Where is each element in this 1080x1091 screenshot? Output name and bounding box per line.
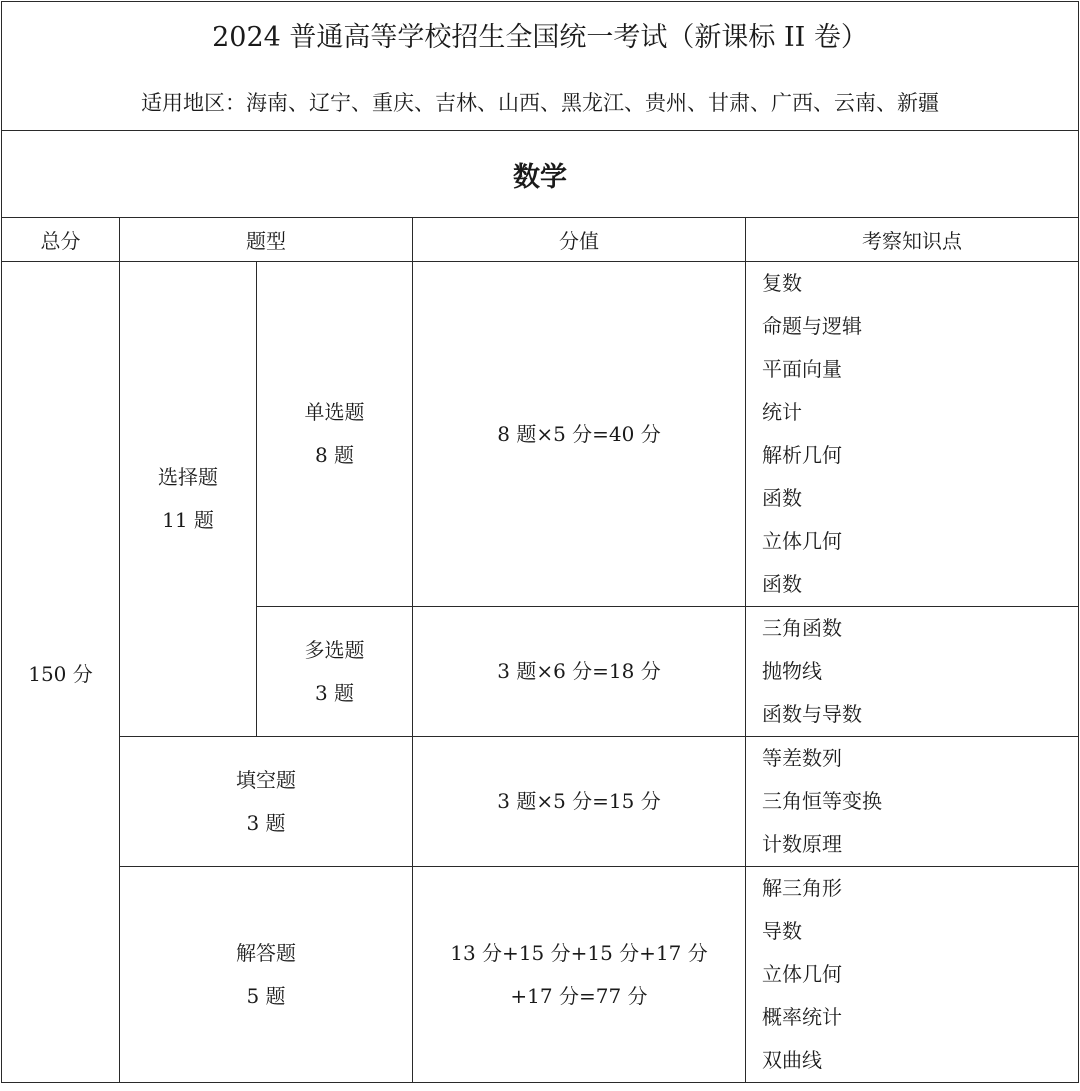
subject-title: 数学 — [2, 131, 1079, 218]
knowledge-point: 统计 — [762, 400, 802, 424]
answer-knowledge-list — [746, 867, 1078, 1082]
knowledge-point: 双曲线 — [762, 1048, 822, 1072]
multi-knowledge-cell — [746, 607, 1079, 737]
fill-knowledge-list — [746, 737, 1078, 866]
knowledge-point: 解析几何 — [762, 443, 842, 467]
fill-type-name: 填空题 — [236, 767, 296, 792]
exam-title: 2024 普通高等学校招生全国统一考试（新课标 II 卷） — [212, 22, 868, 53]
knowledge-point: 概率统计 — [762, 1005, 842, 1029]
knowledge-point: 立体几何 — [762, 529, 842, 553]
choice-type-count: 11 题 — [162, 508, 214, 532]
header-type: 题型 — [120, 218, 413, 262]
single-value — [413, 262, 746, 607]
answer-knowledge-cell — [746, 867, 1079, 1083]
multi-knowledge-list — [746, 607, 1078, 736]
title-cell — [2, 2, 1079, 131]
single-value-text: 8 题×5 分=40 分 — [497, 421, 661, 446]
multi-type-count: 3 题 — [314, 680, 355, 705]
fill-type-cell — [120, 737, 413, 867]
choice-type-name: 选择题 — [158, 465, 218, 489]
single-type-count: 8 题 — [314, 443, 355, 467]
total-score: 150 分 — [2, 262, 120, 1083]
knowledge-point: 三角恒等变换 — [762, 789, 882, 813]
fill-knowledge-cell — [746, 737, 1079, 867]
single-knowledge-list — [746, 262, 1078, 606]
knowledge-point: 等差数列 — [762, 746, 842, 770]
answer-value — [413, 867, 746, 1083]
fill-value — [413, 737, 746, 867]
knowledge-point: 立体几何 — [762, 962, 842, 986]
knowledge-point: 复数 — [762, 271, 802, 295]
answer-type-count: 5 题 — [246, 983, 286, 1008]
answer-value-text: 13 分+15 分+15 分+17 分+17 分=77 分 — [450, 940, 708, 1008]
region-line: 适用地区：海南、辽宁、重庆、吉林、山西、黑龙江、贵州、甘肃、广西、云南、新疆 — [141, 91, 939, 115]
exam-structure-table — [1, 1, 1079, 1083]
knowledge-point: 函数 — [762, 486, 802, 510]
fill-value-text: 3 题×5 分=15 分 — [497, 789, 661, 813]
header-value: 分值 — [413, 218, 746, 262]
header-knowledge: 考察知识点 — [746, 218, 1079, 262]
multi-type-cell — [257, 607, 413, 737]
multi-value — [413, 607, 746, 737]
knowledge-point: 导数 — [762, 919, 802, 943]
single-type-name: 单选题 — [304, 400, 365, 424]
knowledge-point: 平面向量 — [762, 357, 842, 381]
knowledge-point: 三角函数 — [762, 616, 842, 640]
knowledge-point: 函数 — [762, 572, 802, 596]
single-type-cell — [257, 262, 413, 607]
answer-type-cell — [120, 867, 413, 1083]
knowledge-point: 计数原理 — [762, 832, 842, 856]
knowledge-point: 解三角形 — [762, 876, 842, 900]
knowledge-point: 函数与导数 — [762, 702, 862, 726]
multi-type-name: 多选题 — [304, 637, 365, 662]
knowledge-point: 命题与逻辑 — [762, 314, 862, 338]
fill-type-count: 3 题 — [246, 810, 286, 835]
header-total: 总分 — [2, 218, 120, 262]
choice-type-cell — [120, 262, 257, 737]
multi-value-text: 3 题×6 分=18 分 — [497, 659, 661, 683]
knowledge-point: 抛物线 — [762, 659, 822, 683]
single-knowledge-cell — [746, 262, 1079, 607]
answer-type-name: 解答题 — [236, 940, 296, 965]
